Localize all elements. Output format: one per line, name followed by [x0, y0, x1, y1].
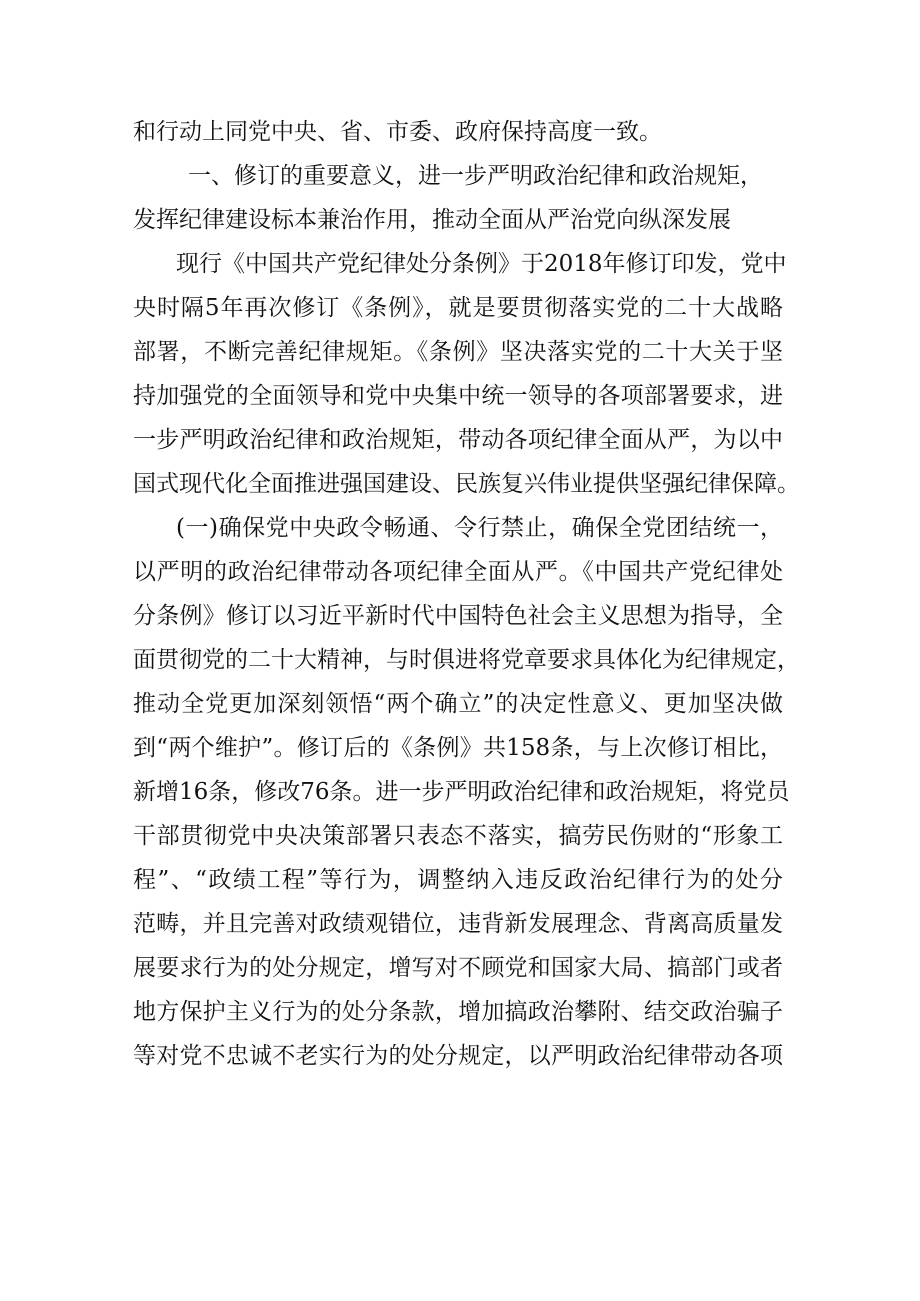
paragraph-2-line: 地方保护主义行为的处分条款，增加搞政治攀附、结交政治骗子 — [133, 999, 783, 1025]
paragraph-1-line: 一步严明政治纪律和政治规矩，带动各项纪律全面从严，为以中 — [133, 427, 783, 453]
paragraph-2-line: 展要求行为的处分规定，增写对不顾党和国家大局、搞部门或者 — [133, 955, 783, 981]
paragraph-2-line: (一)确保党中央政令畅通、令行禁止，确保全党团结统一， — [176, 515, 783, 541]
paragraph-2-line: 以严明的政治纪律带动各项纪律全面从严。《中国共产党纪律处 — [133, 559, 783, 585]
paragraph-2-line: 推动全党更加深刻领悟“两个确立”的决定性意义、更加坚决做 — [133, 691, 783, 717]
paragraph-2-line: 面贯彻党的二十大精神，与时俱进将党章要求具体化为纪律规定， — [133, 647, 800, 673]
section-heading-line-2: 发挥纪律建设标本兼治作用，推动全面从严治党向纵深发展 — [133, 207, 731, 233]
paragraph-1-line: 部署，不断完善纪律规矩。《条例》坚决落实党的二十大关于坚 — [133, 339, 783, 365]
section-heading-line-1: 一、修订的重要意义，进一步严明政治纪律和政治规矩， — [188, 163, 763, 189]
paragraph-2-line: 新增16条，修改76条。进一步严明政治纪律和政治规矩，将党员 — [133, 779, 790, 805]
paragraph-tail-line: 和行动上同党中央、省、市委、政府保持高度一致。 — [133, 119, 662, 145]
paragraph-1-line: 现行《中国共产党纪律处分条例》于2018年修订印发，党中 — [176, 251, 787, 277]
paragraph-2-line: 程”、“政绩工程”等行为，调整纳入违反政治纪律行为的处分 — [133, 867, 783, 893]
paragraph-2-line: 到“两个维护”。修订后的《条例》共158条，与上次修订相比， — [133, 735, 783, 761]
document-page — [133, 110, 800, 1078]
paragraph-2-line: 干部贯彻党中央决策部署只表态不落实，搞劳民伤财的“形象工 — [133, 823, 783, 849]
paragraph-1-line: 国式现代化全面推进强国建设、民族复兴伟业提供坚强纪律保障。 — [133, 471, 800, 497]
paragraph-1-line: 央时隔5年再次修订《条例》，就是要贯彻落实党的二十大战略 — [133, 295, 783, 321]
paragraph-2-line: 等对党不忠诚不老实行为的处分规定，以严明政治纪律带动各项 — [133, 1043, 783, 1069]
paragraph-2-line: 范畴，并且完善对政绩观错位，违背新发展理念、背离高质量发 — [133, 911, 783, 937]
paragraph-2-line: 分条例》修订以习近平新时代中国特色社会主义思想为指导，全 — [133, 603, 783, 629]
paragraph-1-line: 持加强党的全面领导和党中央集中统一领导的各项部署要求，进 — [133, 383, 783, 409]
